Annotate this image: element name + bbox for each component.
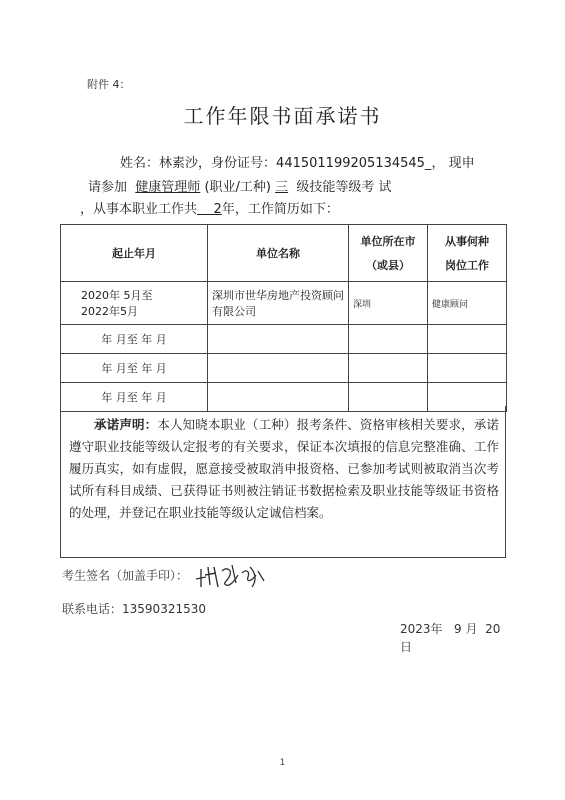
signature-label: 考生签名（加盖手印）：	[62, 568, 189, 583]
table-row	[61, 354, 507, 383]
attachment-label: 附件 4：	[87, 78, 131, 91]
city-cell	[349, 354, 428, 383]
period-cell: 年 月至 年 月	[61, 383, 208, 412]
company-cell	[208, 354, 349, 383]
page-title: 工作年限书面承诺书	[183, 104, 382, 128]
work-history-table	[60, 224, 507, 412]
intro-line-1	[120, 152, 475, 171]
apply-label: 请参加	[88, 180, 128, 195]
statement-label: 承诺声明：	[94, 417, 158, 432]
id-label: ，身份证号：	[198, 156, 277, 171]
level-value: 三	[275, 180, 289, 195]
table-row	[61, 325, 507, 354]
table-row	[61, 282, 507, 325]
company-cell: 深圳市世华房地产投资顾问有限公司	[208, 282, 349, 325]
occupation-suffix: (职业/工种)	[204, 180, 271, 195]
id-number: 441501199205134545_	[276, 156, 432, 171]
commitment-statement	[60, 406, 506, 558]
occupation-value: 健康管理师	[135, 180, 201, 195]
level-suffix: 级技能等级考 试	[296, 180, 392, 195]
statement-text: 本人知晓本职业（工种）报考条件、资格审核相关要求，承诺遵守职业技能等级认定报考的有关要求，保证本次填报的信息完整准确、工作履历真实，如有虚假，愿意接受被取消申报资格、已参加考试则被取消当次考试所有科目成绩、已获得证书则被注销证书数据检索及职业技能等级证书资格的处理，并登记在职业技能等级认定诚信档案。	[69, 417, 499, 520]
signature-row	[62, 561, 272, 591]
handwritten-signature	[192, 561, 272, 591]
years-label: ，从事本职业工作共	[80, 202, 198, 217]
job-cell	[428, 354, 507, 383]
header-company: 单位名称	[208, 225, 349, 282]
period-cell: 2020年 5月至 2022年5月	[61, 282, 208, 325]
job-cell	[428, 325, 507, 354]
table-header-row	[61, 225, 507, 282]
phone-label: 联系电话：	[62, 602, 123, 616]
name-value: 林素沙	[159, 156, 199, 171]
header-location: 单位所在市 （或县）	[349, 225, 428, 282]
intro-line-3	[80, 198, 339, 217]
header-period: 起止年月	[61, 225, 208, 282]
period-cell: 年 月至 年 月	[61, 325, 208, 354]
header-job: 从事何种 岗位工作	[428, 225, 507, 282]
sign-date: 2023年 9 月 20 日	[400, 622, 501, 654]
company-cell	[208, 325, 349, 354]
city-cell	[349, 325, 428, 354]
phone-row	[62, 600, 206, 617]
city-cell: 深圳	[349, 282, 428, 325]
years-value: 2	[213, 202, 222, 217]
period-cell: 年 月至 年 月	[61, 354, 208, 383]
years-suffix: 年，工作简历如下：	[221, 202, 339, 217]
phone-value: 13590321530	[122, 602, 206, 616]
page-number: 1	[279, 758, 286, 768]
intro-line-2	[88, 176, 392, 195]
intro-tail: ， 现申	[431, 156, 475, 171]
name-label: 姓名：	[120, 156, 160, 171]
job-cell: 健康顾问	[428, 282, 507, 325]
